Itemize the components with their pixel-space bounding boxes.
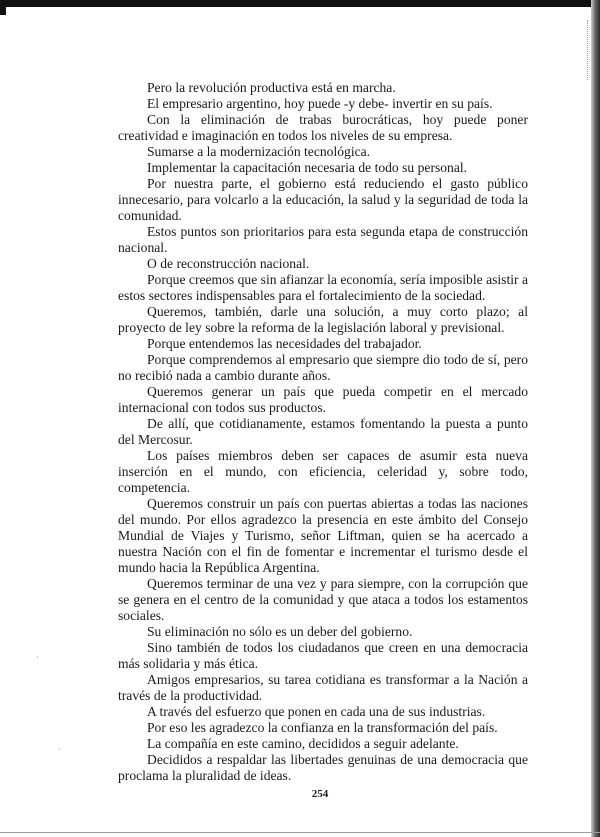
paragraph: Porque creemos que sin afianzar la economía, sería imposible asistir a estos sectores indispensables para el fortalecimiento de la sociedad. xyxy=(118,272,528,303)
paragraph: Porque entendemos las necesidades del trabajador. xyxy=(147,336,422,351)
scan-right-edge xyxy=(591,0,600,837)
paragraph: Queremos generar un país que pueda competir en el mercado internacional con todos sus productos. xyxy=(118,384,528,415)
scan-edge-speckle xyxy=(587,20,591,80)
scan-top-border-notch xyxy=(0,7,6,15)
paragraph: Su eliminación no sólo es un deber del gobierno. xyxy=(147,624,413,639)
paragraph: Por eso les agradezco la confianza en la transformación del país. xyxy=(147,720,498,735)
paragraph: Pero la revolución productiva está en marcha. xyxy=(147,80,396,95)
paragraph: Queremos, también, darle una solución, a muy corto plazo; al proyecto de ley sobre la reforma de la legislación laboral y previsional. xyxy=(118,304,528,335)
paragraph: Con la eliminación de trabas burocráticas, hoy puede poner creatividad e imaginación en todos los niveles de su empresa. xyxy=(118,112,528,143)
paragraph: Decididos a respaldar las libertades genuinas de una democracia que proclama la pluralidad de ideas. xyxy=(118,752,528,783)
paragraph: Queremos terminar de una vez y para siempre, con la corrupción que se genera en el centro de la comunidad y que ataca a todos los estamentos sociales. xyxy=(118,576,528,623)
paragraph: Amigos empresarios, su tarea cotidiana es transformar a la Nación a través de la productividad. xyxy=(118,672,528,703)
paragraph: La compañía en este camino, decididos a seguir adelante. xyxy=(147,736,459,751)
paragraph: O de reconstrucción nacional. xyxy=(147,256,310,271)
page-number: 254 xyxy=(311,788,329,800)
paragraph: Porque comprendemos al empresario que siempre dio todo de sí, pero no recibió nada a cambio durante años. xyxy=(118,352,528,383)
paragraph: Queremos construir un país con puertas abiertas a todas las naciones del mundo. Por ellos agradezco la presencia en este ámbito del Consejo Mundial de Viajes y Turismo, señor Liftman, quien se ha acercado a nuestra Nación con el fin de fomentar e incrementar el turismo desde el mundo hacia la República Argentina. xyxy=(118,496,528,575)
margin-speck: · xyxy=(58,745,61,754)
paragraph: Los países miembros deben ser capaces de asumir esta nueva inserción en el mundo, con eficiencia, celeridad y, sobre todo, competencia. xyxy=(118,448,528,495)
paragraph: A través del esfuerzo que ponen en cada una de sus industrias. xyxy=(147,704,486,719)
paragraph: Por nuestra parte, el gobierno está reduciendo el gasto público innecesario, para volcarlo a la educación, la salud y la seguridad de toda la comunidad. xyxy=(118,176,528,223)
paragraph: Sino también de todos los ciudadanos que creen en una democracia más solidaria y más ética. xyxy=(118,640,528,671)
paragraph: Implementar la capacitación necesaria de todo su personal. xyxy=(147,160,468,175)
paragraph: El empresario argentino, hoy puede -y debe- invertir en su país. xyxy=(147,96,493,111)
paragraph: Estos puntos son prioritarios para esta segunda etapa de construcción nacional. xyxy=(118,224,528,255)
scan-top-border xyxy=(0,0,600,7)
scan-bottom-edge xyxy=(0,832,600,833)
paragraph: Sumarse a la modernización tecnológica. xyxy=(147,144,371,159)
paragraph: De allí, que cotidianamente, estamos fomentando la puesta a punto del Mercosur. xyxy=(118,416,528,447)
margin-speck: · xyxy=(36,653,39,662)
body-text xyxy=(118,80,528,784)
